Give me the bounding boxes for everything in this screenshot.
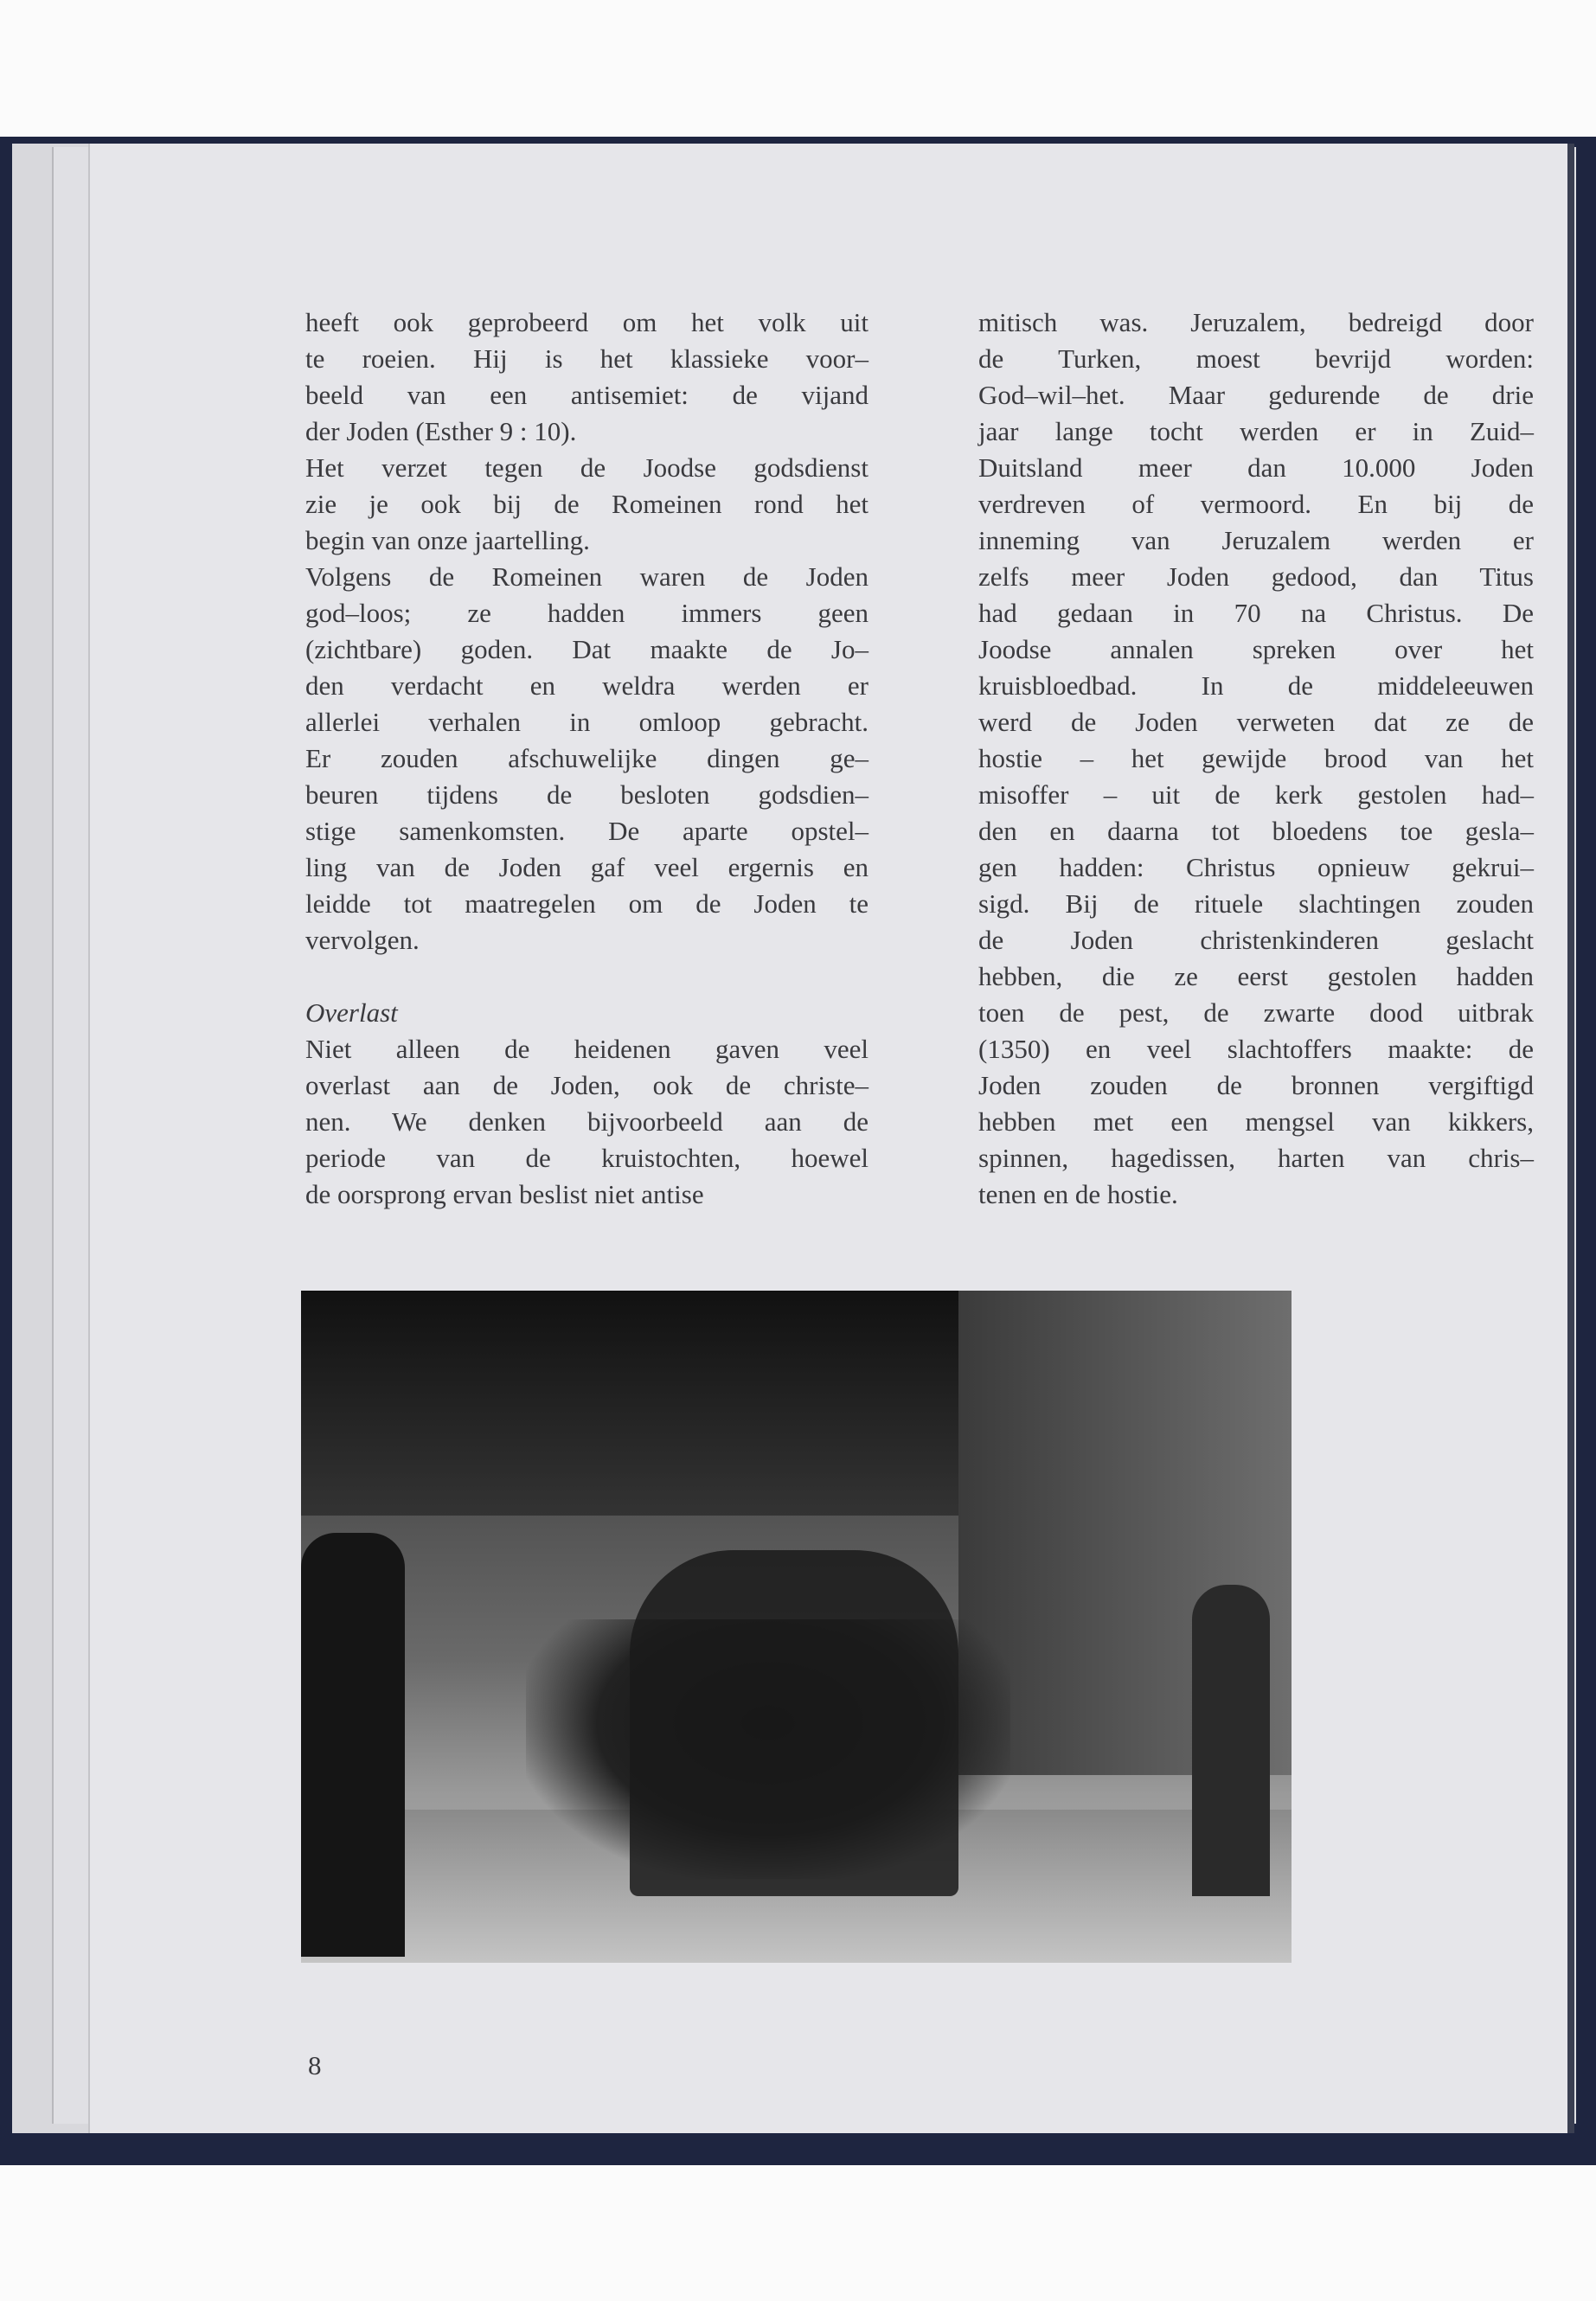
text-line: Volgens de Romeinen waren de Joden: [305, 561, 869, 592]
text-line: jaar lange tocht werden er in Zuid–: [978, 416, 1534, 446]
text-line: Duitsland meer dan 10.000 Joden: [978, 452, 1534, 483]
text-line: hebben met een mengsel van kikkers,: [978, 1106, 1534, 1137]
cover-edge: [1567, 144, 1574, 2133]
text-line: (1350) en veel slachtoffers maakte: de: [978, 1034, 1534, 1064]
photo-soldier-right: [1192, 1585, 1270, 1896]
left-column: [305, 304, 869, 1213]
historical-photograph: [301, 1291, 1292, 1963]
page-number: 8: [308, 2050, 322, 2080]
text-line: Er zouden afschuwelijke dingen ge–: [305, 743, 869, 773]
text-line: leidde tot maatregelen om de Joden te: [305, 888, 869, 919]
text-line: toen de pest, de zwarte dood uitbrak: [978, 997, 1534, 1028]
text-line: had gedaan in 70 na Christus. De: [978, 598, 1534, 628]
text-line: periode van de kruistochten, hoewel: [305, 1143, 869, 1173]
text-line: misoffer – uit de kerk gestolen had–: [978, 779, 1534, 810]
text-line: werd de Joden verweten dat ze de: [978, 707, 1534, 737]
text-line: tenen en de hostie.: [978, 1179, 1178, 1209]
text-line: Niet alleen de heidenen gaven veel: [305, 1034, 869, 1064]
text-line: God–wil–het. Maar gedurende de drie: [978, 380, 1534, 410]
text-line: Joden zouden de bronnen vergiftigd: [978, 1070, 1534, 1100]
text-line: de Turken, moest bevrijd worden:: [978, 343, 1534, 374]
text-line: allerlei verhalen in omloop gebracht.: [305, 707, 869, 737]
text-line: de oorsprong ervan beslist niet antise: [305, 1179, 704, 1209]
text-line: nen. We denken bijvoorbeeld aan de: [305, 1106, 869, 1137]
text-line: begin van onze jaartelling.: [305, 525, 590, 555]
text-line: beeld van een antisemiet: de vijand: [305, 380, 869, 410]
photo-soldier-left: [301, 1533, 405, 1957]
text-line: de Joden christenkinderen geslacht: [978, 925, 1534, 955]
text-line: (zichtbare) goden. Dat maakte de Jo–: [305, 634, 869, 664]
text-line: overlast aan de Joden, ook de christe–: [305, 1070, 869, 1100]
text-line: gen hadden: Christus opnieuw gekrui–: [978, 852, 1534, 882]
text-line: beuren tijdens de besloten godsdien–: [305, 779, 869, 810]
text-line: hostie – het gewijde brood van het: [978, 743, 1534, 773]
photo-people-group: [630, 1550, 958, 1896]
text-line: sigd. Bij de rituele slachtingen zouden: [978, 888, 1534, 919]
text-line: heeft ook geprobeerd om het volk uit: [305, 307, 869, 337]
text-line: den en daarna tot bloedens toe gesla–: [978, 816, 1534, 846]
text-line: mitisch was. Jeruzalem, bedreigd door: [978, 307, 1534, 337]
text-line: zie je ook bij de Romeinen rond het: [305, 489, 869, 519]
text-line: inneming van Jeruzalem werden er: [978, 525, 1534, 555]
text-line: der Joden (Esther 9 : 10).: [305, 416, 577, 446]
text-line: kruisbloedbad. In de middeleeuwen: [978, 670, 1534, 701]
text-line: verdreven of vermoord. En bij de: [978, 489, 1534, 519]
text-line: god–loos; ze hadden immers geen: [305, 598, 869, 628]
text-line: ling van de Joden gaf veel ergernis en: [305, 852, 869, 882]
text-line: stige samenkomsten. De aparte opstel–: [305, 816, 869, 846]
text-line: hebben, die ze eerst gestolen hadden: [978, 961, 1534, 991]
text-line: den verdacht en weldra werden er: [305, 670, 869, 701]
text-line: Joodse annalen spreken over het: [978, 634, 1534, 664]
right-column: [978, 304, 1534, 1213]
text-line: vervolgen.: [305, 925, 420, 955]
text-line: Het verzet tegen de Joodse godsdienst: [305, 452, 869, 483]
text-line: spinnen, hagedissen, harten van chris–: [978, 1143, 1534, 1173]
section-heading: Overlast: [305, 997, 398, 1028]
text-line: zelfs meer Joden gedood, dan Titus: [978, 561, 1534, 592]
text-line: te roeien. Hij is het klassieke voor–: [305, 343, 869, 374]
